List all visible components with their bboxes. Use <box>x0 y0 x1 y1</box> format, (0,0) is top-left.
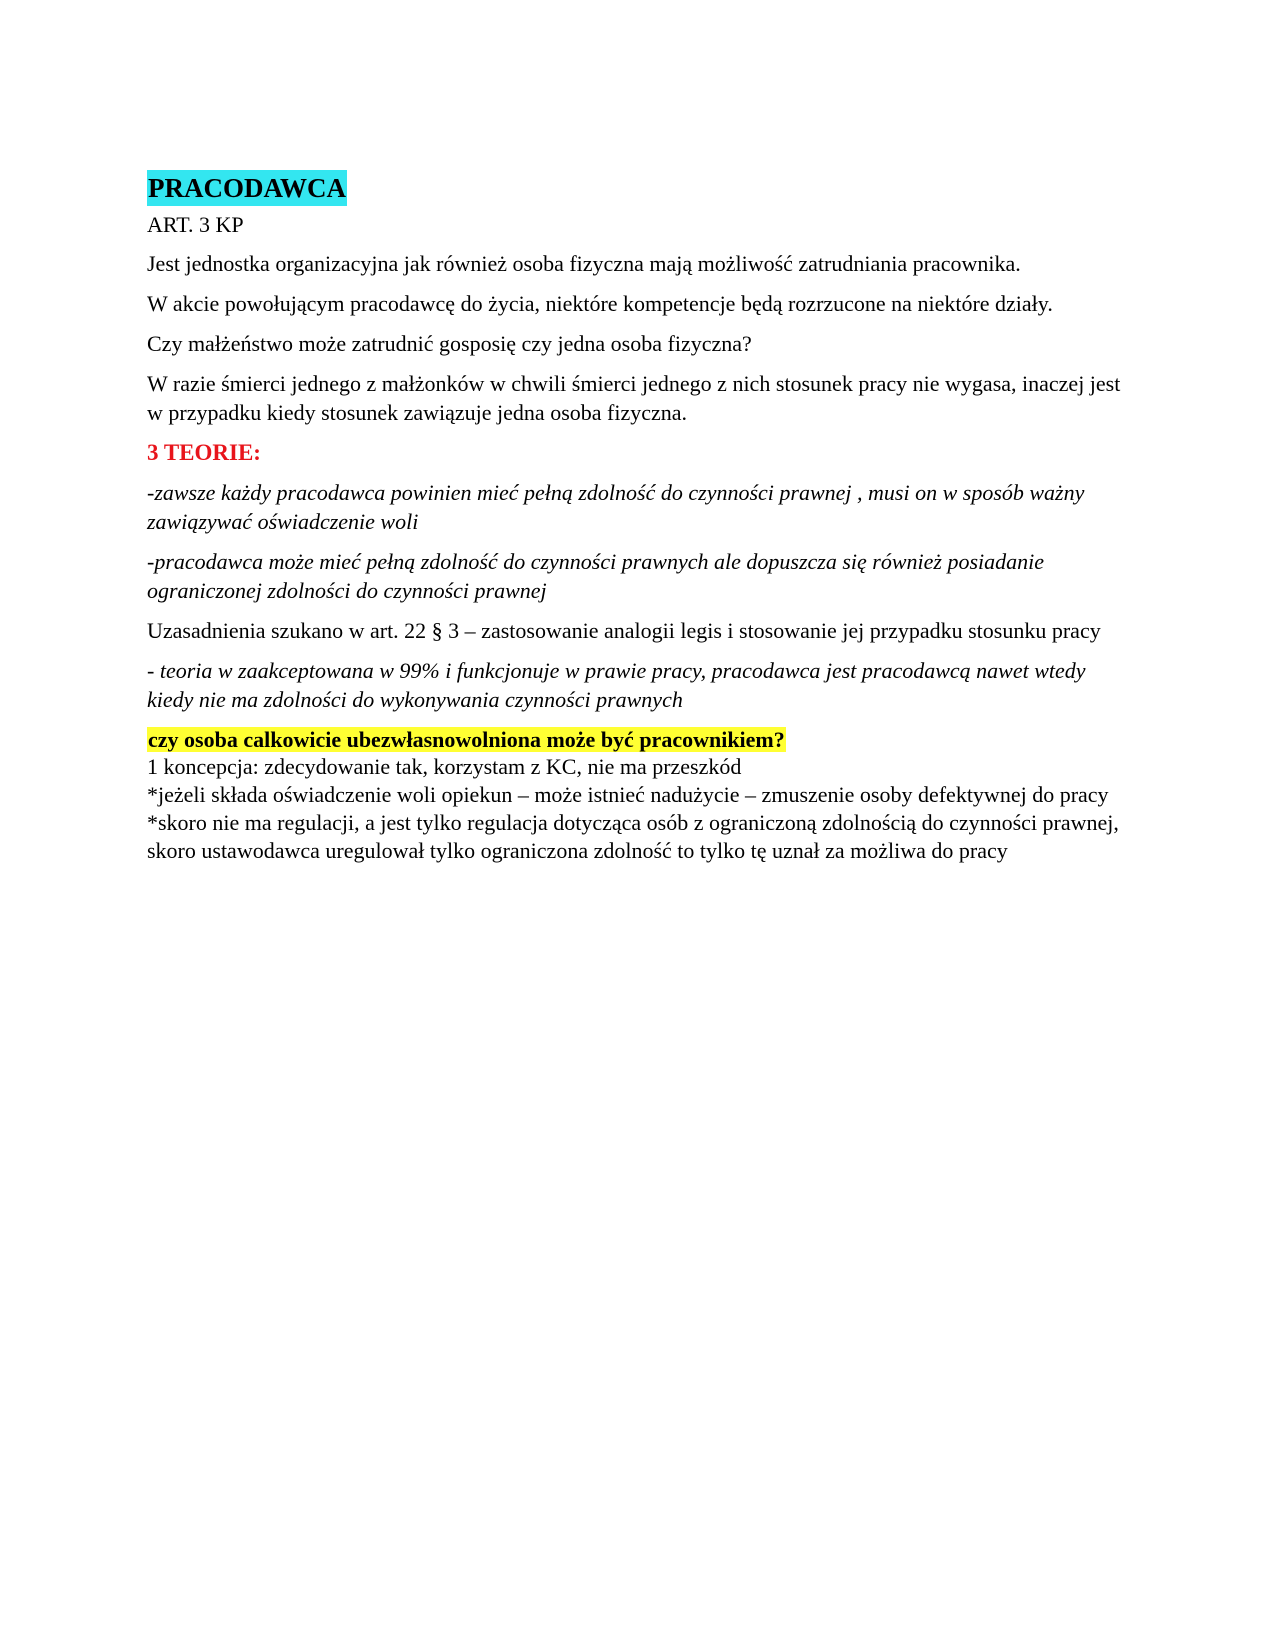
theories-heading: 3 TEORIE: <box>147 440 261 465</box>
title-row <box>147 168 1127 208</box>
article-reference: ART. 3 KP <box>147 212 244 237</box>
question-text: czy osoba calkowicie ubezwłasnowolniona może być pracownikiem? <box>148 727 785 752</box>
intro-paragraph-2: W akcie powołującym pracodawcę do życia, niektóre kompetencje będą rozrzucone na niektóre działy. <box>147 291 1053 316</box>
intro-paragraph-4: W razie śmierci jednego z małżonków w chwili śmierci jednego z nich stosunek pracy nie wygasa, inaczej jest w przypadku kiedy stosunek zawiązuje jedna osoba fizyczna. <box>147 371 1121 425</box>
theory-2: -pracodawca może mieć pełną zdolność do czynności prawnych ale dopuszcza się również posiadanie ograniczonej zdolności do czynności prawnej <box>147 549 1044 603</box>
theory-3: - teoria w zaakceptowana w 99% i funkcjonuje w prawie pracy, pracodawca jest pracodawcą nawet wtedy kiedy nie ma zdolności do wykonywania czynności prawnych <box>147 658 1086 712</box>
answer-1: 1 koncepcja: zdecydowanie tak, korzystam z KC, nie ma przeszkód <box>147 754 742 779</box>
document-title: PRACODAWCA <box>147 170 347 206</box>
intro-paragraph-1: Jest jednostka organizacyjna jak również osoba fizyczna mają możliwość zatrudniania pracownika. <box>147 251 1021 276</box>
document-page <box>147 168 1127 865</box>
answer-3: *skoro nie ma regulacji, a jest tylko regulacja dotycząca osób z ograniczoną zdolnością do czynności prawnej, skoro ustawodawca uregulował tylko ograniczona zdolność to tylko tę uznał za możliwa do pracy <box>147 810 1119 863</box>
intro-paragraph-3: Czy małżeństwo może zatrudnić gosposię czy jedna osoba fizyczna? <box>147 331 752 356</box>
theory-1: -zawsze każdy pracodawca powinien mieć pełną zdolność do czynności prawnej , musi on w sposób ważny zawiązywać oświadczenie woli <box>147 480 1085 534</box>
question-heading <box>147 726 1127 753</box>
answer-2: *jeżeli składa oświadczenie woli opiekun – może istnieć nadużycie – zmuszenie osoby defektywnej do pracy <box>147 782 1109 807</box>
justification-paragraph: Uzasadnienia szukano w art. 22 § 3 – zastosowanie analogii legis i stosowanie jej przypadku stosunku pracy <box>147 618 1101 643</box>
